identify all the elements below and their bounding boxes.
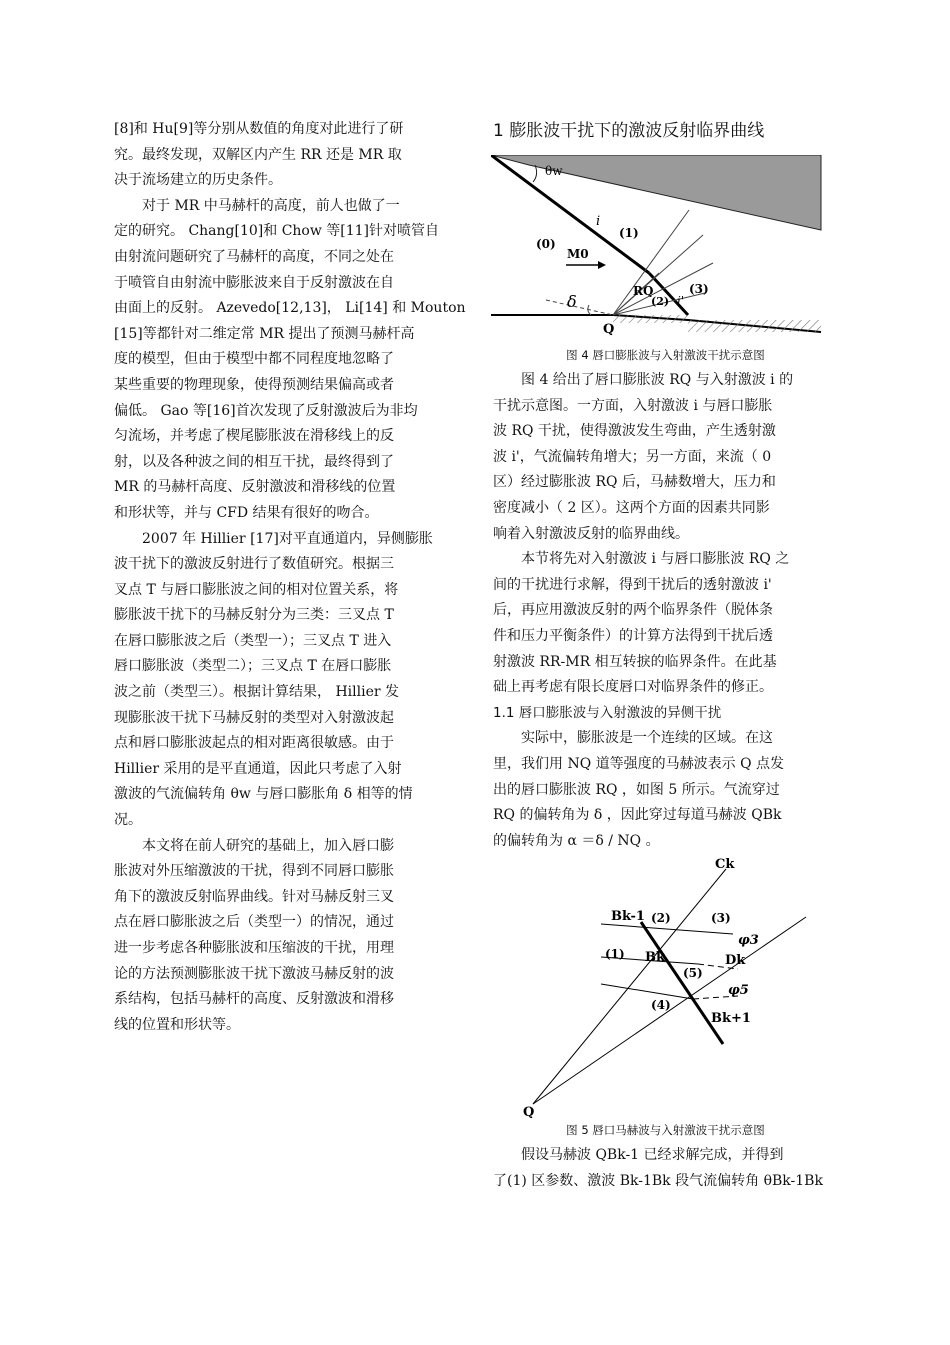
label-dk: Dk: [725, 953, 746, 969]
left-column: [114, 117, 466, 1038]
text-line: 胀波对外压缩激波的干扰，得到不同唇口膨胀: [114, 863, 394, 880]
mach-wave-qck: [533, 869, 726, 1104]
text-line: 进一步考虑各种膨胀波和压缩波的干扰，用理: [114, 940, 394, 956]
text-line: 波干扰下的激波反射进行了数值研究。根据三: [114, 556, 394, 573]
text-line: 区）经过膨胀波 RQ 后，马赫数增大，压力和: [493, 474, 776, 491]
label-bk: Bk: [645, 950, 665, 966]
text-line: 密度减小（ 2 区）。这两个方面的因素共同影: [493, 499, 770, 516]
text-line: 出的唇口膨胀波 RQ ，如图 5 所示。气流穿过: [493, 781, 780, 798]
text-line: 点和唇口膨胀波起点的相对距离很敏感。由于: [114, 735, 394, 752]
right-paragraph-3: [493, 726, 838, 854]
label-q: Q: [603, 322, 615, 337]
right-paragraph-4: [493, 1143, 838, 1194]
label-phi5: φ5: [728, 983, 749, 999]
text-line: 和形状等，并与 CFD 结果有很好的吻合。: [114, 504, 379, 521]
text-line: 波 RQ 干扰，使得激波发生弯曲，产生透射激: [493, 423, 776, 440]
text-line: 射，以及各种波之间的相互干扰，最终得到了: [114, 453, 394, 470]
theta-arc: [533, 165, 537, 182]
text-line: 由面上的反射。 Azevedo[12,13]， Li[14] 和 Mouton: [114, 300, 466, 317]
text-line: 激波的气流偏转角 θw 与唇口膨胀角 δ 相等的情: [114, 786, 413, 803]
text-line: 唇口膨胀波（类型二）；三叉点 T 在唇口膨胀: [114, 658, 392, 675]
text-line: 点在唇口膨胀波之后（类型一）的情况，通过: [114, 914, 394, 931]
text-line: 图 4 给出了唇口膨胀波 RQ 与入射激波 i 的: [521, 372, 794, 388]
text-line: 对于 MR 中马赫杆的高度，前人也做了一: [142, 197, 400, 214]
text-line: 干扰示意图。一方面，入射激波 i 与唇口膨胀: [493, 397, 773, 414]
text-line: 论的方法预测膨胀波干扰下激波马赫反射的波: [114, 965, 394, 982]
label-phi3: φ3: [738, 933, 759, 949]
subsection-title: 1.1 唇口膨胀波与入射激波的异侧干扰: [493, 704, 722, 721]
text-line: 2007 年 Hillier [17]对平直通道内，异侧膨胀: [142, 530, 433, 547]
label-region-1: (1): [605, 947, 625, 962]
text-line: 匀流场，并考虑了楔尾膨胀波在滑移线上的反: [114, 428, 394, 445]
label-theta-w: θw: [545, 164, 563, 178]
text-line: 实际中，膨胀波是一个连续的区域。在这: [521, 730, 773, 747]
text-line: 波 i'，气流偏转角增大；另一方面，来流（ 0: [493, 448, 772, 465]
label-region-2: (2): [651, 295, 670, 308]
text-line: 射激波 RR-MR 相互转捩的临界条件。在此基: [493, 653, 777, 670]
label-region-3: (3): [711, 911, 731, 926]
text-line: 件和压力平衡条件）的计算方法得到干扰后透: [493, 627, 773, 644]
figure-4: [491, 155, 826, 340]
label-q: Q: [523, 1105, 535, 1120]
text-line: 由射流问题研究了马赫杆的高度，不同之处在: [114, 248, 394, 265]
label-i: i: [596, 214, 601, 229]
figure-5: [493, 854, 828, 1119]
left-paragraph-3: [114, 527, 460, 834]
label-region-4: (4): [651, 998, 671, 1013]
text-line: 假设马赫波 QBk-1 已经求解完成，并得到: [521, 1147, 784, 1164]
figure-5-caption: 图 5 唇口马赫波与入射激波干扰示意图: [566, 1123, 765, 1138]
label-region-5: (5): [683, 966, 703, 981]
streamline: [601, 984, 693, 999]
wall-hatching: [613, 315, 688, 323]
text-line: 于喷管自由射流中膨胀波来自于反射激波在自: [114, 274, 394, 291]
text-line: 现膨胀波干扰下马赫反射的类型对入射激波起: [114, 709, 394, 726]
label-bk+1: Bk+1: [711, 1011, 751, 1027]
text-line: 本节将先对入射激波 i 与唇口膨胀波 RQ 之: [521, 551, 790, 568]
text-line: 本文将在前人研究的基础上，加入唇口膨: [142, 837, 394, 854]
label-delta: δ: [567, 292, 577, 311]
text-line: 了(1) 区参数、激波 Bk-1Bk 段气流偏转角 θBk-1Bk: [493, 1172, 823, 1189]
text-line: 里，我们用 NQ 道等强度的马赫波表示 Q 点发: [493, 755, 785, 772]
text-line: 度的模型，但由于模型中都不同程度地忽略了: [114, 351, 394, 368]
right-paragraph-1: [493, 368, 838, 547]
section-title: 1 膨胀波干扰下的激波反射临界曲线: [493, 121, 765, 141]
text-line: 决于流场建立的历史条件。: [114, 172, 282, 189]
text-line: 叉点 T 与唇口膨胀波之间的相对位置关系，将: [114, 581, 399, 598]
reference-dashed-line: [546, 300, 613, 315]
subsection-title-line: [493, 701, 838, 727]
label-region-0: (0): [536, 237, 556, 251]
label-m0: M0: [567, 247, 589, 261]
text-line: MR 的马赫杆高度、反射激波和滑移线的位置: [114, 479, 396, 496]
text-line: 线的位置和形状等。: [114, 1016, 240, 1033]
label-region-1: (1): [619, 226, 639, 240]
text-line: 膨胀波干扰下的马赫反射分为三类：三叉点 T: [114, 607, 394, 624]
right-column: [493, 117, 838, 1194]
text-line: 在唇口膨胀波之后（类型一）；三叉点 T 进入: [114, 632, 392, 649]
text-line: 础上再考虑有限长度唇口对临界条件的修正。: [493, 679, 773, 696]
text-line: 响着入射激波反射的临界曲线。: [493, 525, 689, 542]
text-line: 某些重要的物理现象，使得预测结果偏高或者: [114, 376, 394, 393]
text-line: 间的干扰进行求解，得到干扰后的透射激波 i': [493, 576, 772, 593]
text-line: 波之前（类型三）。根据计算结果， Hillier 发: [114, 684, 399, 701]
left-paragraph-2: [114, 194, 466, 527]
label-region-2: (2): [651, 911, 671, 926]
text-line: [8]和 Hu[9]等分别从数值的角度对此进行了研: [114, 121, 404, 137]
text-line: Hillier 采用的是平直通道，因此只考虑了入射: [114, 760, 402, 777]
left-paragraph-1: [114, 117, 460, 194]
text-line: RQ 的偏转角为 δ ，因此穿过每道马赫波 QBk: [493, 807, 782, 824]
text-line: 系结构，包括马赫杆的高度、反射激波和滑移: [114, 991, 394, 1008]
text-line: 况。: [114, 812, 142, 829]
label-region-3: (3): [689, 282, 709, 296]
text-line: 究。最终发现，双解区内产生 RR 还是 MR 取: [114, 146, 402, 163]
text-line: 定的研究。 Chang[10]和 Chow 等[11]针对喷管自: [114, 223, 440, 240]
label-rq: RQ: [633, 284, 654, 298]
text-line: 偏低。 Gao 等[16]首次发现了反射激波后为非均: [114, 402, 418, 419]
text-line: 的偏转角为 α ＝δ / NQ 。: [493, 832, 660, 849]
arrow-head: [598, 261, 606, 269]
label-bk-1: Bk-1: [611, 909, 645, 925]
right-paragraph-2: [493, 547, 838, 701]
text-line: [15]等都针对二维定常 MR 提出了预测马赫杆高: [114, 325, 415, 342]
streamline: [601, 924, 733, 934]
label-i-prime: i': [677, 294, 685, 308]
label-ck: Ck: [715, 857, 735, 873]
text-line: 后，再应用激波反射的两个临界条件（脱体条: [493, 602, 773, 619]
left-paragraph-4: [114, 834, 460, 1039]
figure-4-caption: 图 4 唇口膨胀波与入射激波干扰示意图: [566, 348, 765, 362]
text-line: 角下的激波反射临界曲线。针对马赫反射三叉: [114, 888, 394, 905]
wall-hatching: [688, 320, 821, 332]
